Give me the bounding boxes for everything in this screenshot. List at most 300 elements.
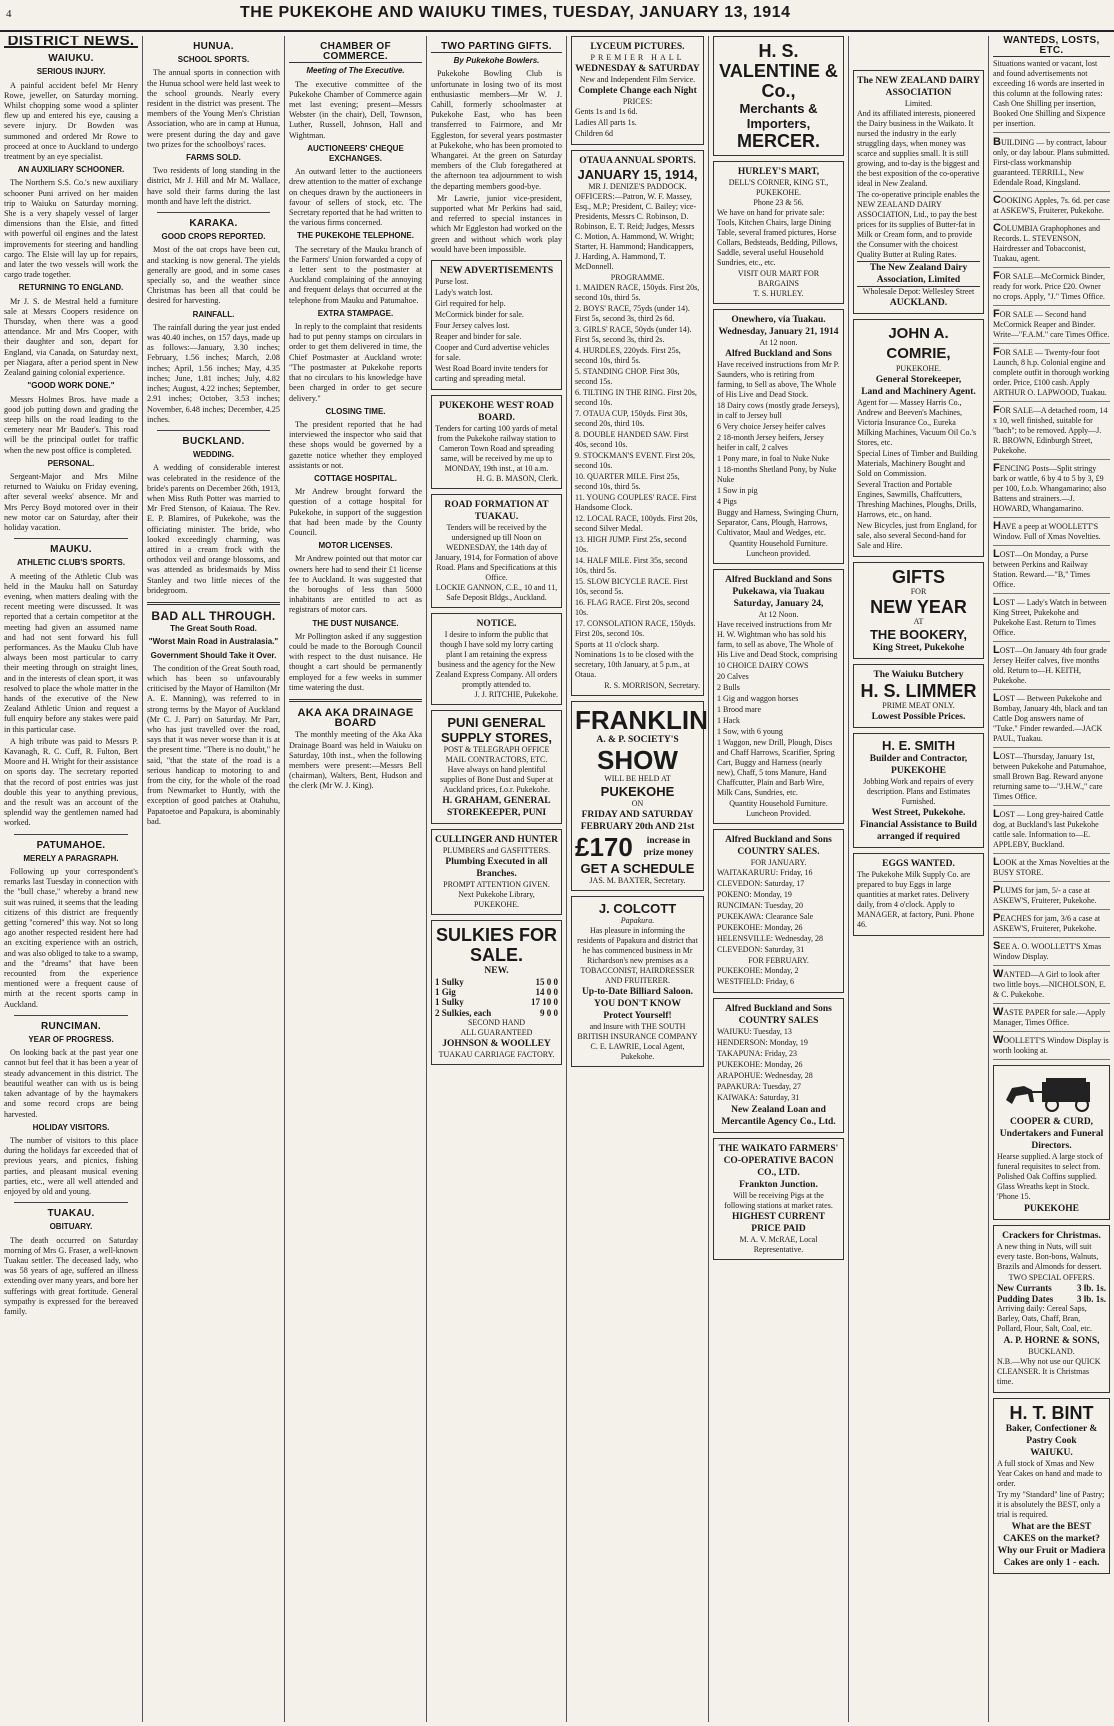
buckland-heading: BUCKLAND. bbox=[182, 435, 245, 447]
otaua-sign: R. S. MORRISON, Secretary. bbox=[604, 681, 700, 690]
bint-sub: Baker, Confectioner & Pastry Cook bbox=[1005, 1423, 1098, 1446]
dairy-heading: The NEW ZEALAND DAIRY ASSOCIATION bbox=[857, 76, 980, 98]
cullinger-address: Next Pukekohe Library, PUKEKOHE. bbox=[458, 890, 535, 910]
classified-initial: H bbox=[993, 520, 1001, 533]
programme-item: 16. FLAG RACE. First 20s, second 10s. bbox=[575, 598, 690, 617]
offer-row bbox=[997, 1294, 1106, 1304]
classified-text: UILDING — by contract, labour only, or day labour. Plans submitted. First-class workmanship guaranteed. TERRILL, New Edendale Road, Kingsland. bbox=[993, 138, 1110, 188]
sulky-price-row bbox=[435, 987, 558, 997]
classified-item bbox=[993, 268, 1110, 306]
sulky-label: 2 Sulkies, each bbox=[435, 1007, 492, 1018]
visitors-heading: HOLIDAY VISITORS. bbox=[32, 1122, 110, 1132]
hurley-visit: VISIT OUR MART FOR BARGAINS bbox=[737, 269, 820, 288]
classified-item bbox=[993, 806, 1110, 854]
classified-text: OST — Between Pukekohe and Bombay, January 4th, black and tan Cattle Dog answers name of "Tuke." Finder rewarded.—JACK PAUL, Tuakau. bbox=[993, 694, 1108, 744]
classified-item bbox=[993, 690, 1110, 748]
column-hunua bbox=[142, 36, 284, 1722]
pukekawa-item: 10 CHOICE DAIRY COWS bbox=[717, 661, 809, 670]
classified-text: LUMS for jam, 5/- a case at ASKEW'S, Fruiterer, Pukekohe. bbox=[993, 886, 1097, 906]
country-sale-item: PUKEKOHE: Monday, 26 bbox=[717, 1060, 803, 1069]
paragraph-heading: MERELY A PARAGRAPH. bbox=[23, 853, 119, 863]
rainfall-heading: RAINFALL. bbox=[192, 309, 235, 319]
smith-address: West Street, Pukekohe. bbox=[871, 808, 966, 818]
country-sale-item: KAIWAKA: Saturday, 31 bbox=[717, 1093, 800, 1102]
colcott-billiard: Up-to-Date Billiard Saloon. bbox=[581, 987, 694, 997]
road-formation-text: Tenders will be received by the undersigned up till Noon on WEDNESDAY, the 14th day of January, 1914, for Formation of above Road. Plans and Specifications at this Office. bbox=[435, 523, 558, 583]
farms-text: Two residents of long standing in the district, Mr J. Hill and Mr M. Wallace, have sold their farms during the last month and have left the district. bbox=[147, 166, 280, 206]
sulkies-ad bbox=[431, 920, 562, 1065]
cullinger-note: PROMPT ATTENTION GIVEN. bbox=[443, 880, 550, 890]
rainfall-text: The rainfall during the year just ended was 40.40 inches, on 157 days, made up as follows:—January, 3.30 inches; February, 1.56 inches; March, 2.08 inches; April, 1.56 inches; May, 4.35 inches; June, 1.81 inches; July, 4.82 inches; August, 4.22 inches; September, 2.91 inches; October, 3.53 inches; November, 6.48 inches; December, 4.25 inches. bbox=[147, 322, 280, 424]
valentine-ad bbox=[713, 36, 844, 156]
stampage-heading: EXTRA STAMPAGE. bbox=[317, 308, 394, 318]
karaka-heading: KARAKA. bbox=[189, 218, 238, 230]
pukekawa-footer: Quantity Household Furniture. Luncheon Provided. bbox=[729, 799, 828, 818]
bookery-at: AT bbox=[913, 617, 924, 626]
classified-item bbox=[993, 518, 1110, 546]
west-road-sign: H. G. B. MASON, Clerk. bbox=[476, 474, 558, 484]
wedding-heading: WEDDING. bbox=[193, 450, 234, 460]
colcott-sub: Papakura. bbox=[620, 916, 655, 925]
new-ads-box bbox=[431, 260, 562, 390]
cooper-text: Hearse supplied. A large stock of funeral requisites to select from. Polished Oak Coffins supplied. Glass Wreaths kept in Stock. 'Phone 15. bbox=[997, 1152, 1103, 1202]
classified-initial: P bbox=[993, 884, 1001, 897]
hurley-heading: HURLEY'S MART, bbox=[737, 167, 820, 177]
franklin-money-row bbox=[575, 833, 700, 861]
pukekawa-heading: Pukekawa, via Tuakau bbox=[732, 587, 825, 597]
dairy-wholesale: Wholesale Depot: Wellesley Street bbox=[862, 287, 975, 296]
classified-initial: F bbox=[993, 346, 1000, 359]
classified-item bbox=[993, 938, 1110, 966]
hunua-heading: HUNUA. bbox=[193, 41, 234, 52]
programme-item: 17. CONSOLATION RACE, 150yds. First 20s, second 10s. bbox=[575, 619, 696, 638]
franklin-on: ON bbox=[631, 799, 644, 808]
alfred-buckland-4: Alfred Buckland and Sons bbox=[725, 1004, 832, 1014]
cakes-question: What are the BEST CAKES on the market? bbox=[1003, 1521, 1100, 1544]
programme-list bbox=[575, 283, 700, 639]
otaua-heading: OTAUA ANNUAL SPORTS. bbox=[579, 156, 696, 166]
wanteds-heading: WANTEDS, LOSTS, ETC. bbox=[993, 36, 1110, 57]
classified-initial: C bbox=[993, 222, 1001, 235]
notice-ad bbox=[431, 613, 562, 705]
onewhero-ad bbox=[713, 309, 844, 564]
comrie-agents: Agent for — Massey Harris Co., Andrew and Beeven's Machines, Victoria Insurance Co., Eureka Milking Machines, Vacuum Oil Co.'s Stores, etc. bbox=[857, 398, 977, 447]
masthead bbox=[0, 0, 1114, 32]
column-chamber bbox=[284, 36, 426, 1722]
franklin-ad bbox=[571, 701, 708, 891]
classified-initial: L bbox=[993, 750, 1000, 763]
column-dairy bbox=[848, 36, 988, 1722]
dairy-city: AUCKLAND. bbox=[889, 298, 948, 308]
waikato-text: Will be receiving Pigs at the following stations at market rates. bbox=[724, 1191, 833, 1210]
programme-item: 15. SLOW BICYCLE RACE. First 10s, second 5s. bbox=[575, 577, 688, 596]
franklin-dates: FRIDAY AND SATURDAY FEBRUARY 20th AND 21st bbox=[580, 810, 695, 832]
offer-price: 3 lb. 1s. bbox=[1076, 1283, 1106, 1294]
colcott-protect: Protect Yourself! bbox=[603, 1011, 672, 1021]
hospital-heading: COTTAGE HOSPITAL. bbox=[314, 473, 397, 483]
eggs-heading: EGGS WANTED. bbox=[882, 859, 955, 869]
classified-text: OR SALE — Twenty-four foot Launch, 8 h.p. Colonial engine and complete outfit in thorough working order. Price, £100 cash. Apply ARTHUR O. LAPWOOD, Tuakau. bbox=[993, 348, 1110, 398]
country-sale-item: ARAPOHUE: Wednesday, 28 bbox=[717, 1071, 813, 1080]
sulky-label: 1 Sulky bbox=[435, 997, 464, 1008]
programme-item: 8. DOUBLE HANDED SAW. First 40s, second 10s. bbox=[575, 430, 689, 449]
notice-text: I desire to inform the public that though I have sold my lorry carting plant I am retaining the express business and the agency for the New Zealand Express Company. All orders promptly attended to. bbox=[435, 630, 558, 690]
cullinger-text: Plumbing Executed in all Branches. bbox=[445, 857, 548, 880]
wanteds-intro: Situations wanted or vacant, lost and found advertisements not exceeding 16 words are inserted in this column at the following rates: Cash One Shilling per insertion, Booked One Shilling and Sixpence per insertion. bbox=[993, 59, 1110, 133]
county-sale-item: HELENSVILLE: Wednesday, 28 bbox=[717, 934, 823, 943]
waikato-price: HIGHEST CURRENT PRICE PAID bbox=[731, 1212, 825, 1234]
classified-item bbox=[993, 344, 1110, 402]
hurley-text: We have on hand for private sale: Tools, Kitchen Chairs, large Dining Table, several framed pictures, Horse Collars, Bedsteads, Bedding, Pillows, Saddle, several useful Household Sundries, etc., etc. bbox=[717, 208, 838, 267]
county-sale-item: PUKEKAWA: Clearance Sale bbox=[717, 912, 814, 921]
good-work-text: Messrs Holmes Bros. have made a good job putting down and grading the steep hills on the road leading to the cemetery near Mr Bauder's. This road will be the principal outlet for traffic when the new post office is completed. bbox=[4, 394, 138, 455]
west-road-heading: PUKEKOHE WEST ROAD BOARD. bbox=[439, 401, 554, 424]
pukekawa-ad bbox=[713, 569, 844, 824]
classified-text: OST—On Monday, a Purse between Perkins and Railway Station. Reward.—"B," Times Office. bbox=[993, 550, 1090, 590]
sulkies-price-list bbox=[435, 977, 558, 1018]
bookery-for: FOR bbox=[910, 587, 927, 596]
classified-text: ANTED—A Girl to look after two little boys.—NICHOLSON, E. & C. Pukekohe. bbox=[993, 970, 1106, 1000]
horne-nb: N.B.—Why not use our QUICK CLEANSER. It is Christmas time. bbox=[997, 1356, 1101, 1386]
athletic-text: A meeting of the Athletic Club was held in the Mauku hall on Saturday evening, when matters dealing with the recent meeting were discussed. It was reported that a certain competitor at the meeting had given an assumed name and had not sent forward his full performances. As the Mauku Club have always been most particular to carry their meeting through on straight lines, and in the interests of clean sport, it was resolved to place the whole matter in the hands of the executive of the New Zealand Athletic Union and request a full enquiry before any stakes were paid in this particular case. bbox=[4, 571, 138, 734]
injury-text: A painful accident befel Mr Henry Rowe, jeweller, on Saturday morning. Whilst chopping some wood a splinter flew up and entered his eye, causing a severe injury. Dr Bowden was summoned and ordered Mr Rowe to proceed at once to Auckland to undergo treatment by an eye specialist. bbox=[4, 80, 138, 162]
colcott-insure: and Insure with THE SOUTH BRITISH INSURANCE COMPANY bbox=[577, 1022, 698, 1041]
england-heading: RETURNING TO ENGLAND. bbox=[18, 283, 124, 293]
pukekawa-text: Have received instructions from Mr H. W. Wightman who has sold his farm, to sell as above, The Whole of His Live and Dead Stock, comprising bbox=[717, 620, 838, 659]
otaua-place: MR J. DENIZE'S PADDOCK. bbox=[588, 182, 687, 191]
county-sale-item: CLEVEDON: Saturday, 17 bbox=[717, 879, 805, 888]
visitors-text: The number of visitors to this place during the holidays far exceeded that of previous years, and picnics, fishing parties, and pleasant musical evening parties, etc., were all well attended and enjoyed by old and young. bbox=[4, 1135, 138, 1196]
cooper-place: PUKEKOHE bbox=[1024, 1204, 1079, 1215]
mauku-heading: MAUKU. bbox=[50, 544, 92, 556]
programme-item: 7. OTAUA CUP, 150yds. First 30s, second 20s, third 10s. bbox=[575, 409, 688, 428]
county-items bbox=[717, 868, 840, 955]
county-sale-item: PUKEKOHE: Monday, 26 bbox=[717, 923, 803, 932]
otaua-ad bbox=[571, 150, 704, 696]
new-ads-list bbox=[435, 277, 558, 384]
new-ad-item: West Road Board invite tenders for carting and spreading metal. bbox=[435, 364, 548, 384]
sulky-label: 1 Gig bbox=[435, 987, 456, 998]
chamber-text: The executive committee of the Pukekohe Chamber of Commerce again met last evening; present—Messrs Webster (in the chair), Dell, Townson, Luther, Russell, Johnson, Hall and Wightman. bbox=[289, 79, 422, 140]
programme-item: 4. HURDLES, 220yds. First 25s, second 10s, third 5s. bbox=[575, 346, 681, 365]
gifts-text: Pukekohe Bowling Club is unfortunate in losing two of its most enthusiastic members—Mr W. J. Cahill, formerly schoolmaster at Pukekohe East, who has been transferred to Fairmore, and Mr Eggleston, for several years postmaster at Pukekohe, who has been promoted to Whangarei. At the green on Saturday members of the Club foregathered at the afternoon tea adjournment to wish the departing members good-bye. bbox=[431, 69, 562, 191]
telephone-heading: THE PUKEKOHE TELEPHONE. bbox=[297, 231, 414, 241]
road-formation-ad bbox=[431, 494, 562, 608]
colcott-text: Has pleasure in informing the residents of Papakura and district that he has commenced business in Mr Richardson's new premises as a TOBACCONIST, HAIRDRESSER AND FRUITERER. bbox=[577, 926, 698, 985]
county-sale-item: POKENO: Monday, 19 bbox=[717, 890, 792, 899]
injury-heading: SERIOUS INJURY. bbox=[36, 67, 106, 77]
puni-sign: H. GRAHAM, GENERAL STOREKEEPER, PUNI bbox=[442, 796, 551, 819]
cakes-answer: Why our Fruit or Madiera Cakes are only 1 - each. bbox=[997, 1545, 1106, 1568]
franklin-text: WILL BE HELD AT bbox=[604, 774, 671, 783]
cheque-text: An outward letter to the auctioneers drew attention to the matter of exchange on cheques drawn by the auctioneers in favour of sellers of stock, etc. The Secretary reported that he had written to the various firms concerned. bbox=[289, 167, 422, 228]
colcott-ad bbox=[571, 896, 704, 1067]
classified-text: OOKING Apples, 7s. 6d. per case at ASKEW'S, Fruiterer, Pukekohe. bbox=[993, 196, 1110, 216]
horne-ad bbox=[993, 1225, 1110, 1392]
divider bbox=[157, 212, 270, 213]
divider bbox=[289, 699, 422, 702]
classified-item bbox=[993, 966, 1110, 1004]
classified-text: AVE a peep at WOOLLETT'S Window. Full of Xmas Novelties. bbox=[993, 522, 1101, 542]
bookery-new-year: NEW YEAR bbox=[870, 597, 967, 617]
motor-text: Mr Andrew pointed out that motor car owners here had to send their £1 license fee to Auckland. It was suggested that the boroughs of less than 5000 inhabitants are entitled to act as registrars of motor cars. bbox=[289, 554, 422, 615]
dairy-ad bbox=[853, 70, 984, 314]
closing-heading: CLOSING TIME. bbox=[325, 406, 386, 416]
otaua-officers: OFFICERS:—Patron, W. F. Massey, Esq., M.P.; President, C. Bailey; vice-Presidents, Messrs C. Robinson, D. Robinson, E. T. Reid; Judges, Messrs C. Motion, A. Hammond, W. Wright; Starter, H. Hammond; Handicappers, J. Harding, A. Hammond, T. McDonnell. bbox=[575, 192, 697, 271]
otaua-date: JANUARY 15, 1914, bbox=[577, 167, 698, 182]
crops-heading: GOOD CROPS REPORTED. bbox=[161, 232, 266, 242]
hurley-phone: Phone 23 & 56. bbox=[753, 198, 804, 207]
new-ad-item: Four Jersey calves lost. bbox=[435, 321, 510, 331]
otaua-note: Sports at 11 o'clock sharp. Nominations 1s to be closed with the secretary, 10th January, at 5 p.m., at Otaua. bbox=[575, 640, 694, 679]
classified-text: OST—On January 4th four grade Jersey Heifer calves, five months old. Return to—H. KEITH, Pukekohe. bbox=[993, 646, 1107, 686]
column-parting-gifts bbox=[426, 36, 566, 1722]
lyceum-hall: PREMIER HALL bbox=[590, 53, 685, 62]
comrie-line-2: Land and Machinery Agent. bbox=[861, 387, 976, 397]
sulky-label: 1 Sulky bbox=[435, 977, 464, 988]
classified-item bbox=[993, 220, 1110, 268]
sulkies-secondhand: SECOND HAND bbox=[467, 1017, 526, 1027]
classified-text: OST — Long grey-haired Cattle dog, at Buckland's last Pukekohe cattle sale. Information to—E. APPLEBY, Buckland. bbox=[993, 810, 1104, 850]
bad-sub1: The Great South Road. bbox=[170, 624, 257, 634]
franklin-sign: JAS. M. BAXTER, Secretary. bbox=[589, 876, 686, 885]
gifts-subheading: By Pukekohe Bowlers. bbox=[453, 56, 540, 66]
onewhero-footer: Quantity Household Furniture. Luncheon provided. bbox=[729, 539, 828, 558]
programme-item: 3. GIRLS' RACE, 50yds (under 14). First 5s, second 3s, third 2s. bbox=[575, 325, 692, 344]
classified-item bbox=[993, 402, 1110, 460]
bookery-address: King Street, Pukekohe bbox=[872, 643, 965, 653]
country-sale-item: HENDERSON: Monday, 19 bbox=[717, 1038, 808, 1047]
chamber-heading: CHAMBER OF COMMERCE. bbox=[289, 42, 422, 63]
sulkies-sign: JOHNSON & WOOLLEY bbox=[442, 1038, 551, 1049]
bookery-ad bbox=[853, 562, 984, 659]
classified-text: ENCING Posts—Split stringy bark or wattle, 6 by 4 to 5 by 3, £9 per 100, f.o.b. Whangamarino; also Battens and strainers.—J. HOWARD, Whangamarino. bbox=[993, 464, 1107, 514]
comrie-ad bbox=[853, 319, 984, 557]
column-wanteds bbox=[988, 36, 1114, 1722]
personal-heading: PERSONAL. bbox=[47, 458, 95, 468]
country-sales-ad bbox=[713, 998, 844, 1133]
bookery-name: THE BOOKERY, bbox=[869, 627, 968, 642]
classified-text: OR SALE—McCormick Binder, ready for work. Price £20. Owner no crops. Apply, "J." Times Office. bbox=[993, 272, 1105, 302]
horne-text: Arriving daily: Cereal Saps, Barley, Oats, Chaff, Bran, Pollard, Flour, Salt, Coal, etc. bbox=[997, 1303, 1093, 1333]
crops-text: Most of the oat crops have been cut, and stacking is now general. The yields generally are good, and in some cases specially so, and the weather since Christmas has been all that could be desired for harvesting. bbox=[147, 245, 280, 306]
franklin-schedule: GET A SCHEDULE bbox=[580, 861, 695, 876]
masthead-title: THE PUKEKOHE AND WAIUKU TIMES, TUESDAY, JANUARY 13, 1914 bbox=[240, 4, 791, 21]
divider bbox=[147, 602, 280, 605]
sulky-price: 15 0 0 bbox=[535, 977, 558, 988]
onewhero-item: 6 Very choice Jersey heifer calves bbox=[717, 422, 826, 431]
new-ad-item: Lady's watch lost. bbox=[435, 288, 493, 298]
dust-text: Mr Pollington asked if any suggestion could be made to the Borough Council with respect to the dust nuisance. He thought a cart should be permanently employed for a few weeks in summer time watering the dust. bbox=[289, 631, 422, 692]
notice-heading: NOTICE. bbox=[476, 619, 517, 630]
pukekawa-item: 1 Sow, with 6 young bbox=[717, 727, 783, 736]
classified-initial: P bbox=[993, 912, 1001, 925]
programme-item: 9. STOCKMAN'S EVENT. First 20s, second 10s. bbox=[575, 451, 696, 470]
new-ad-item: McCormick binder for sale. bbox=[435, 310, 524, 320]
new-ad-item: Reaper and binder for sale. bbox=[435, 332, 522, 342]
school-sports-text: The annual sports in connection with the Hunua school were held last week to the school grounds. Nearly every resident in the district was present. The members of the Young Men's Christian Association, who are in camp at Hunua, were present during the day and gave two prizes for the schoolboys' races. bbox=[147, 68, 280, 149]
bint-flour: Try my "Standard" line of Pastry; it is absolutely the BEST, only a trial is required. bbox=[997, 1489, 1105, 1519]
comrie-sub: PUKEKOHE. bbox=[895, 364, 942, 373]
pukekawa-date: Saturday, January 24, bbox=[733, 599, 824, 609]
cullinger-heading: CULLINGER AND HUNTER bbox=[435, 835, 558, 846]
county-sale-item: RUNCIMAN: Tuesday, 20 bbox=[717, 901, 803, 910]
offers-heading: TWO SPECIAL OFFERS. bbox=[1008, 1273, 1095, 1283]
classified-text: OST — Lady's Watch in between King Street, Pukekohe and Pukekohe East. Return to Times Office. bbox=[993, 598, 1107, 638]
telephone-text: The secretary of the Mauku branch of the Farmers' Union forwarded a copy of a letter sent to the postmaster at Auckland complaining of the annoying and frequent delays that occurred at the telephone from Mauku and Patumahoe. bbox=[289, 244, 422, 305]
offer-label: New Currants bbox=[997, 1283, 1052, 1294]
sulky-price-row bbox=[435, 977, 558, 987]
progress-text: On looking back at the past year one cannot but feel that it has been a year of steady advancement in this district. The beautiful weather can with us is being taken advantage of by the haymakers and some record crops are being harvested. bbox=[4, 1048, 138, 1119]
franklin-heading: FRANKLIN bbox=[575, 705, 708, 735]
county-sales-ad bbox=[713, 829, 844, 993]
limmer-sub: PRIME MEAT ONLY. bbox=[882, 701, 955, 710]
programme-item: 5. STANDING CHOP. First 30s, second 15s. bbox=[575, 367, 680, 386]
classified-text: ASTE PAPER for sale.—Apply Manager, Times Office. bbox=[993, 1008, 1106, 1028]
road-formation-sign: LOCKIE GANNON, C.E., 10 and 11, Safe Deposit Bldgs., Auckland. bbox=[435, 583, 558, 603]
obituary-text: The death occurred on Saturday morning of Mrs G. Fraser, a well-known Tuakau settler. The deceased lady, who was 58 years of age, suffered an illness extending over many years, and bore her sufferings with great fortitude. General sympathy is expressed for the bereaved family. bbox=[4, 1235, 138, 1316]
offer-row bbox=[997, 1283, 1106, 1293]
programme-heading: PROGRAMME. bbox=[610, 273, 665, 282]
sulkies-heading: SULKIES FOR SALE. bbox=[435, 925, 557, 966]
sulky-price: 9 0 0 bbox=[540, 1007, 558, 1018]
puni-ad bbox=[431, 710, 562, 824]
progress-heading: YEAR OF PROGRESS. bbox=[28, 1035, 114, 1045]
gifts-heading: TWO PARTING GIFTS. bbox=[431, 42, 562, 53]
puni-subheading: POST & TELEGRAPH OFFICE MAIL CONTRACTORS, ETC. bbox=[443, 745, 550, 765]
paragraph-text: Following up your correspondent's remarks last Tuesday in connection with the "bull chase," whereby a brand new suit was ruined, it seems that the leading citizens of this district are frequently getting "cornered" this way. Not so long ago another respected resident here had an exciting experience with an ostrich, and was also obliged to take to a swamp, and the "dreams" that have been recounted from the experience mentioned were a frequent cause of mirth at the recent sports camp in Auckland. bbox=[4, 867, 138, 1009]
bad-sub2: "Worst Main Road in Australasia." bbox=[148, 637, 279, 647]
classified-initial: F bbox=[993, 462, 1000, 475]
smith-ad bbox=[853, 733, 984, 848]
classified-initial: F bbox=[993, 404, 1000, 417]
nz-loan: New Zealand Loan and Mercantile Agency Co., Ltd. bbox=[721, 1105, 836, 1127]
offers-list bbox=[997, 1283, 1106, 1303]
waikato-sign: M. A. V. McRAE, Local Representative. bbox=[739, 1235, 818, 1254]
programme-item: 13. HIGH JUMP. First 25s, second 10s. bbox=[575, 535, 687, 554]
waikato-ad bbox=[713, 1138, 844, 1260]
classified-initial: L bbox=[993, 644, 1000, 657]
horne-heading: A. P. HORNE & SONS, bbox=[1003, 1335, 1100, 1346]
lyceum-ad bbox=[571, 36, 704, 145]
cooper-ad bbox=[993, 1065, 1110, 1220]
classified-item bbox=[993, 748, 1110, 806]
classified-item bbox=[993, 1032, 1110, 1060]
classified-item bbox=[993, 460, 1110, 518]
onewhero-item: 4 Pigs bbox=[717, 497, 737, 506]
new-ad-item: Purse lost. bbox=[435, 277, 469, 287]
valentine-heading: H. S. VALENTINE & Co., bbox=[719, 41, 838, 101]
runciman-heading: RUNCIMAN. bbox=[41, 1020, 101, 1032]
obituary-heading: OBITUARY. bbox=[49, 1222, 93, 1232]
divider bbox=[157, 430, 270, 431]
cooper-heading: COOPER & CURD, bbox=[1009, 1117, 1094, 1128]
waikato-heading: THE WAIKATO FARMERS' CO-OPERATIVE BACON CO., LTD. bbox=[718, 1144, 839, 1178]
lyceum-text: New and Independent Film Service. bbox=[579, 75, 696, 84]
comrie-traction: Several Traction and Portable Engines, Sawmills, Chaffcutters, Threshing Machines, Ploughs, Drills, Harrows, etc., on hand. bbox=[857, 480, 977, 519]
classified-item bbox=[993, 546, 1110, 594]
classified-initial: W bbox=[993, 968, 1004, 981]
classified-initial: L bbox=[993, 808, 1000, 821]
page-number: 4 bbox=[6, 8, 12, 20]
onewhero-item: 2 18-month Jersey heifers, Jersey heifer in calf, 2 calves bbox=[717, 433, 824, 452]
finance-heading: Financial Assistance to Build arranged if required bbox=[860, 820, 977, 842]
programme-item: 1. MAIDEN RACE, 150yds. First 20s, second 10s, third 5s. bbox=[575, 283, 700, 302]
divider bbox=[14, 538, 128, 539]
classified-item bbox=[993, 854, 1110, 882]
alfred-buckland-3: Alfred Buckland and Sons bbox=[725, 835, 832, 845]
onewhero-text: Have received instructions from Mr P. Saunders, who is retiring from farming, to Sell as above, The Whole of His Live and Dead Stock. bbox=[717, 360, 840, 399]
good-work-heading: "GOOD WORK DONE." bbox=[27, 381, 115, 391]
hurley-sign: T. S. HURLEY. bbox=[753, 289, 804, 298]
stampage-text: In reply to the complaint that residents had to put penny stamps on circulars in order to get them delivered in time, the Chief Postmaster at Auckland wrote: "The postmaster at Pukekohe reports that no circulars to his knowledge have been charged in order to get secure delivery." bbox=[289, 322, 422, 403]
franklin-show: SHOW bbox=[597, 745, 678, 775]
offer-label: Pudding Dates bbox=[997, 1293, 1054, 1304]
classified-item bbox=[993, 594, 1110, 642]
sulkies-new: NEW. bbox=[484, 966, 509, 977]
limmer-heading: H. S. LIMMER bbox=[860, 681, 977, 701]
hurley-address: DELL'S CORNER, KING ST., PUKEKOHE. bbox=[728, 178, 829, 197]
classified-text: OOLLETT'S Window Display is worth looking at. bbox=[993, 1036, 1109, 1056]
classified-text: EE A. O. WOOLLETT'S Xmas Window Display. bbox=[993, 942, 1102, 962]
classified-item bbox=[993, 192, 1110, 220]
onewhero-heading: Onewhero, via Tuakau. bbox=[731, 315, 826, 325]
motor-heading: MOTOR LICENSES. bbox=[318, 541, 393, 551]
west-road-ad bbox=[431, 395, 562, 489]
dairy-text-2: The co-operative principle enables the NEW ZEALAND DAIRY ASSOCIATION, Ltd., to pay the best prices for its supplies of Butter-fat in Milk or Cream form, and to provide the Consumer with the choicest Quality Butter at Ruling Rates. bbox=[857, 190, 980, 259]
onewhero-item: 18 Dairy cows (mostly grade Jerseys), in calf to Jersey bull bbox=[717, 401, 840, 420]
schooner-text: The Northern S.S. Co.'s new auxiliary schooner Puni arrived on her maiden trip to Waiuku on Saturday morning. She is a very shapely vessel of larger dimensions than the Elsie, and fitted with powerful oil engines and the latest improvements for steering and handling cargo. The Elsie will lay up for repairs, and later the two vessels will work the cargo trade together. bbox=[4, 178, 138, 280]
classified-text: OOK at the Xmas Novelties at the BUSY STORE. bbox=[993, 858, 1110, 878]
bint-ad bbox=[993, 1398, 1110, 1574]
classified-initial: F bbox=[993, 308, 1000, 321]
classified-initial: W bbox=[993, 1006, 1004, 1019]
county-feb-item: WESTFIELD: Friday, 6 bbox=[717, 977, 795, 986]
lyceum-heading: LYCEUM PICTURES. bbox=[590, 42, 685, 52]
aka-heading: AKA AKA DRAINAGE BOARD bbox=[297, 706, 414, 730]
classified-item bbox=[993, 306, 1110, 344]
closing-text: The president reported that he had interviewed the inspector who said that these shops would be governed by a gazette notice whether they employed assistants or not. bbox=[289, 419, 422, 470]
lyceum-price-item: Gents 1s and 1s 6d. bbox=[575, 107, 638, 116]
dairy-sub: Limited. bbox=[904, 99, 933, 108]
classified-text: OLUMBIA Graphophones and Records. L. STEVENSON, Hairdresser and Tobacconist, Tuakau, agent. bbox=[993, 224, 1101, 264]
cheque-heading: AUCTIONEERS' CHEQUE EXCHANGES. bbox=[307, 143, 404, 164]
classified-initial: F bbox=[993, 270, 1000, 283]
programme-item: 2. BOYS' RACE, 75yds (under 14). First 5s, second 3s, third 2s 6d. bbox=[575, 304, 690, 323]
dairy-text: And its affiliated interests, pioneered the Dairy business in the Waikato. It nursed the industry in the early struggling days, when money was scarce and supplies small. It is still growing, and to-day is the biggest and the best exposition of the co-operative ideal in New Zealand. bbox=[857, 109, 980, 188]
tribute-text: A high tribute was paid to Messrs P. Kavanagh, R. C. Cuff, R. Fulton, Bert Moore and H. Wright for their assistance on sports day. The secretary reported that the record of post entries was just double this year to anything previous, and the result was an account of the splendid way the gentlemen named had worked. bbox=[4, 736, 138, 828]
waikato-junction: Frankton Junction. bbox=[739, 1180, 818, 1190]
divider bbox=[14, 1015, 128, 1016]
franklin-place: PUKEKOHE bbox=[600, 784, 675, 799]
comrie-bicycles: New Bicycles, just from England, for sale, also several Second-hand for Sale and Hire. bbox=[857, 521, 977, 550]
classified-initial: C bbox=[993, 194, 1001, 207]
county-sale-item: CLEVEDON: Saturday, 31 bbox=[717, 945, 805, 954]
dairy-box: The New Zealand Dairy Association, Limited bbox=[857, 261, 980, 287]
bad-sub3: Government Should Take it Over. bbox=[150, 650, 277, 660]
country-sale-item: WAIUKU: Tuesday, 13 bbox=[717, 1027, 792, 1036]
pukekawa-item: 1 Waggon, new Drill, Plough, Discs and Chaff Harrows, Scarifier, Spring Cart, Buggy and Harness (nearly new), Chaff, 5 tons Manure, Hand Chaffcutter, Plain and Barb Wire, Milk Cans, Sundries, etc. bbox=[717, 738, 835, 797]
programme-item: 14. HALF MILE. First 35s, second 10s, third 5s. bbox=[575, 556, 688, 575]
county-feb-items bbox=[717, 966, 840, 987]
colcott-agent: C. E. LAWRIE, Local Agent, Pukekohe. bbox=[590, 1042, 685, 1061]
sulky-price: 14 0 0 bbox=[535, 987, 558, 998]
programme-item: 10. QUARTER MILE. First 25s, second 10s, third 5s. bbox=[575, 472, 680, 491]
comrie-line-1: General Storekeeper, bbox=[875, 375, 962, 385]
bad-text: The condition of the Great South road, which has been so unfavourably criticised by the Mayor of Hamilton (Mr A. E. Manning), was referred to in strong terms by the Mayor of Auckland (Mr C. J. Parr) on Saturday. Mr Parr, who has just travelled over the road, says that it was never worse than it is at the present time. "There is no doubt," he said, "that the state of the road is a serious handicap to motoring to and from the city, for the whole of the road from Newmarket to Huntly, with the exception of good patches at Otahuhu, Papatoetoe and Papakura, is abominably bad. bbox=[147, 663, 280, 826]
district-news-heading: DISTRICT NEWS. bbox=[4, 36, 138, 48]
horne-place: BUCKLAND. bbox=[1028, 1346, 1075, 1356]
